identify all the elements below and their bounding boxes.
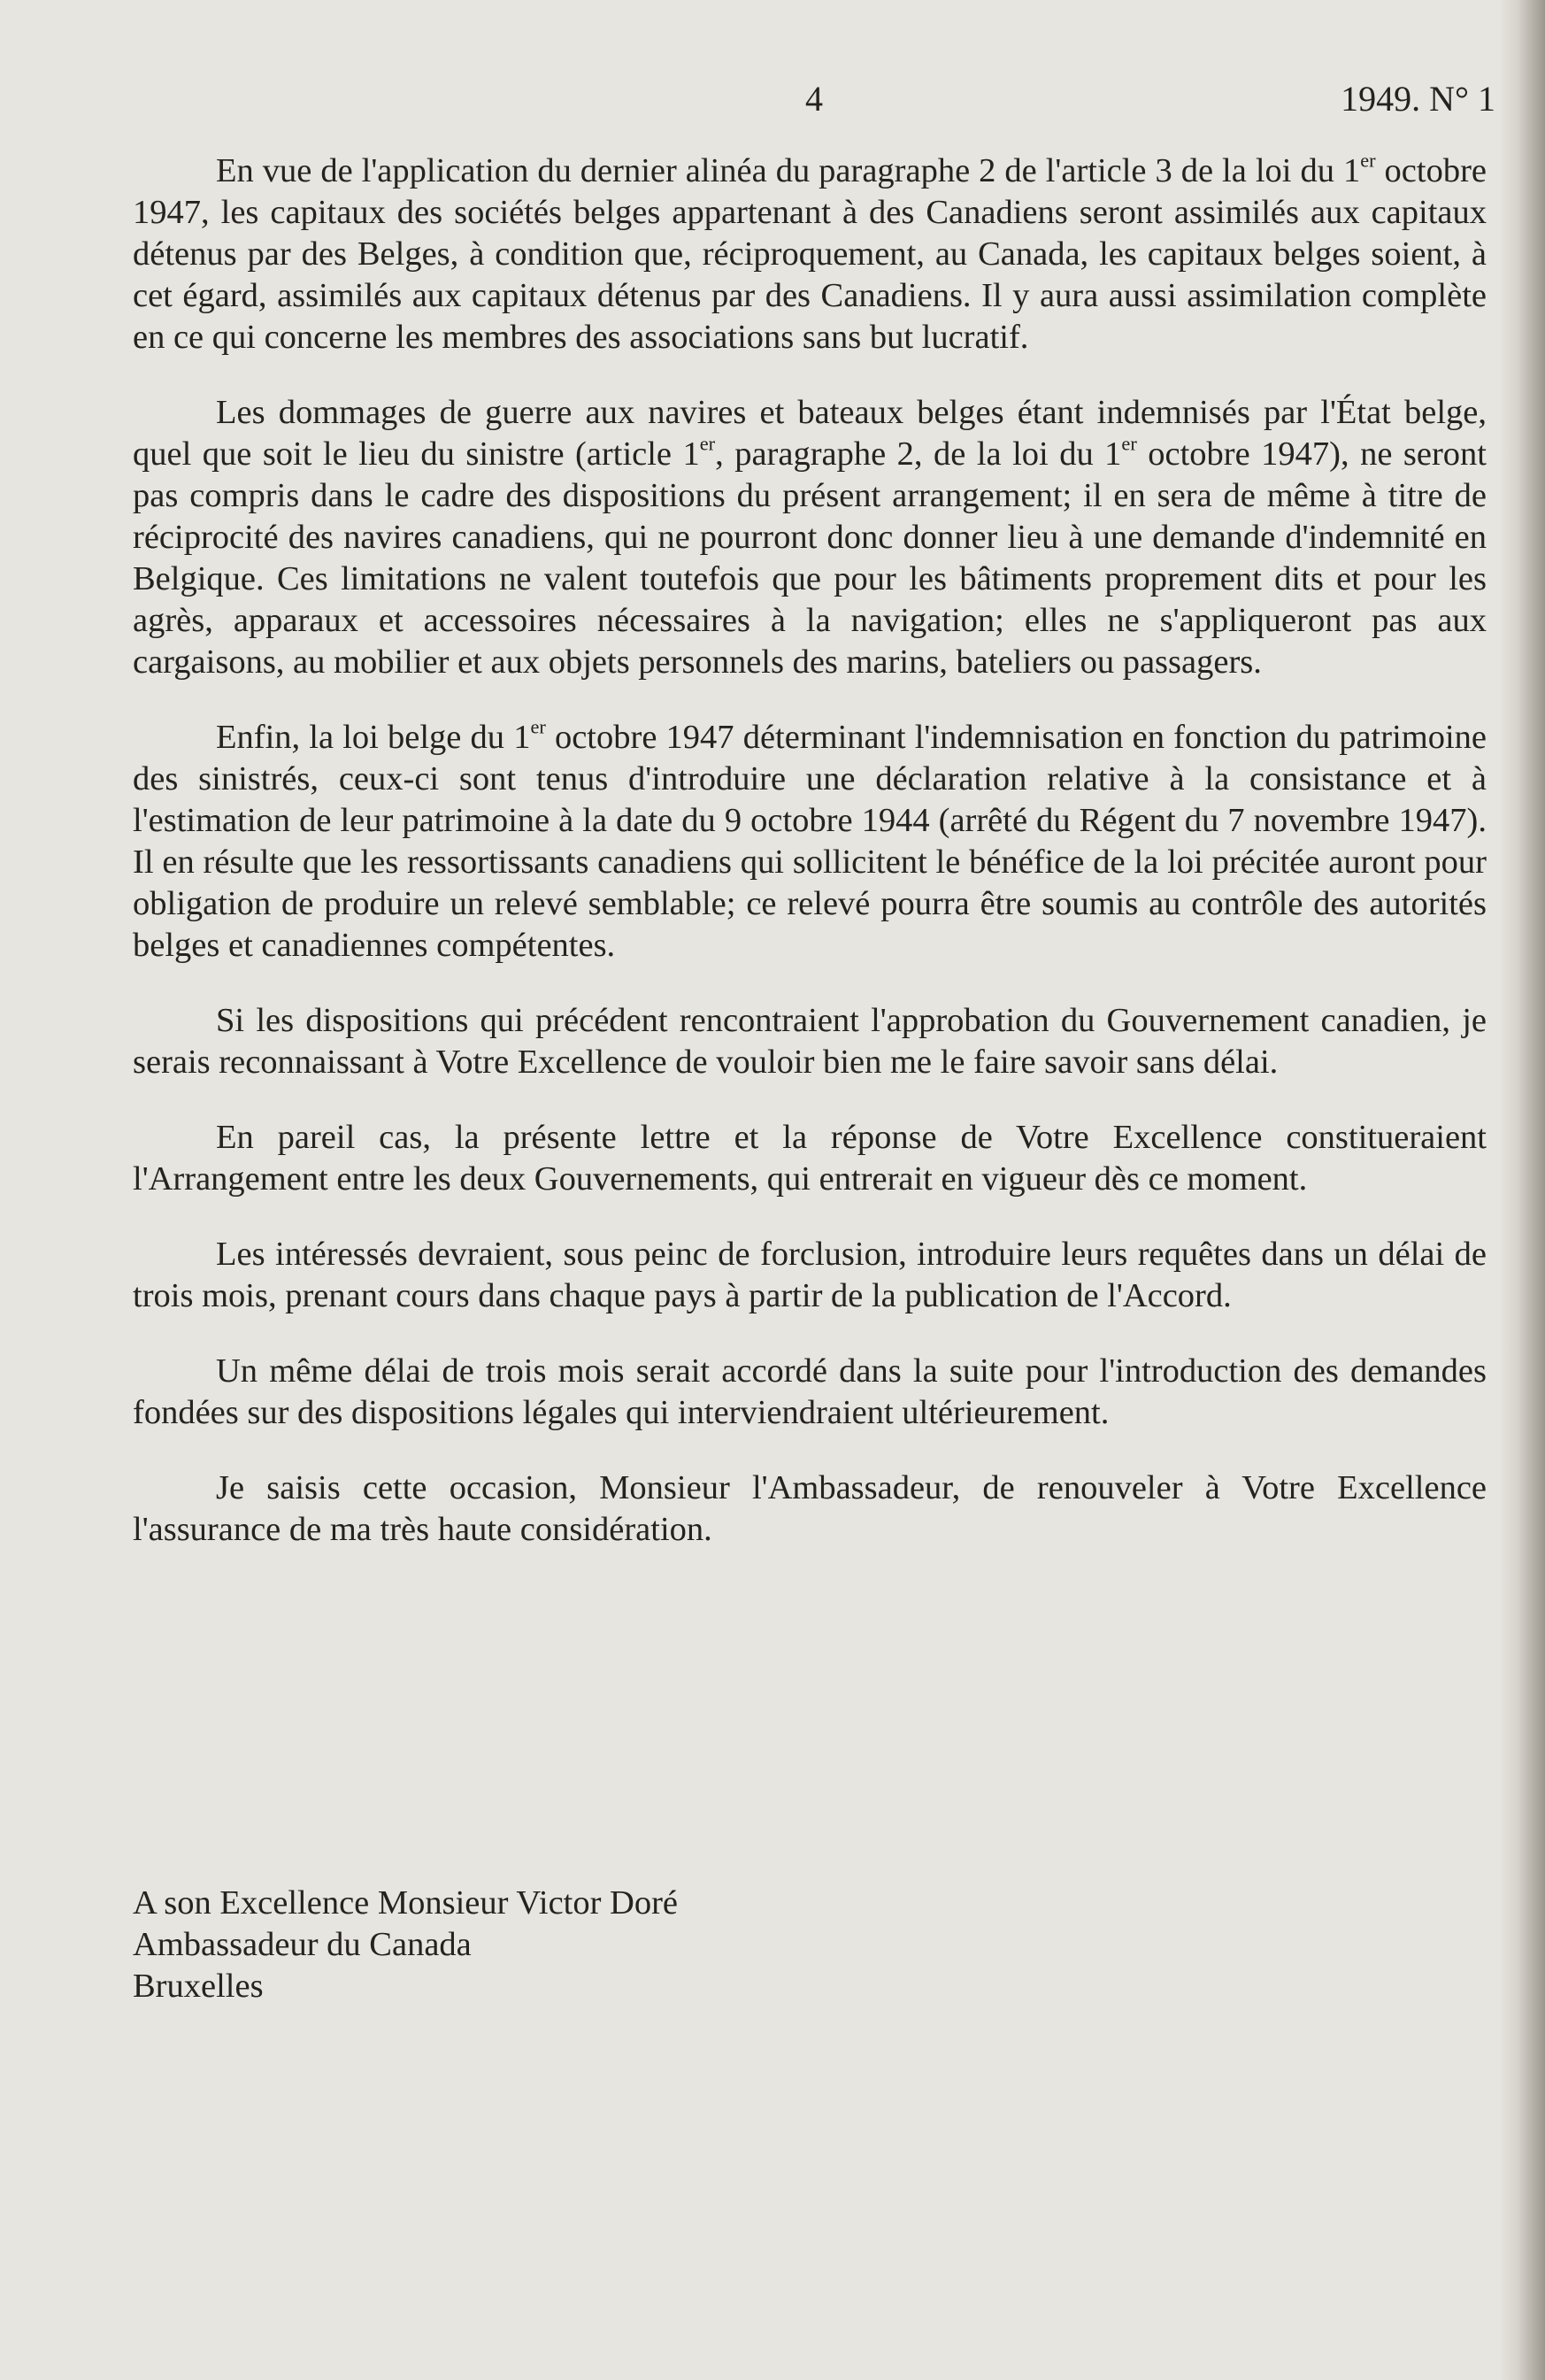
page-number: 4 (805, 79, 823, 119)
page-header (133, 78, 1495, 131)
paragraph-closing: Je saisis cette occasion, Monsieur l'Ambassadeur, de renouveler à Votre Excellence l'assurance de ma très haute considération. (133, 1469, 1487, 1548)
page-edge-shadow (1499, 0, 1545, 2380)
paragraph-further-deadline: Un même délai de trois mois serait accordé dans la suite pour l'introduction des demandes fondées sur des dispositions légales qui interviendraient ultérieurement. (133, 1352, 1487, 1431)
paragraph-deadline: Les intéressés devraient, sous peinc de forclusion, introduire leurs requêtes dans un délai de trois mois, prenant cours dans chaque pays à partir de la publication de l'Accord. (133, 1236, 1487, 1314)
letter-body (133, 150, 1487, 1584)
paragraph-patrimony-declaration: Enfin, la loi belge du 1er octobre 1947 déterminant l'indemnisation en fonction du patrimoine des sinistrés, ceux-ci sont tenus d'introduire une déclaration relative à la consistance et à l'estimation de leur patrimoine à la date du 9 octobre 1944 (arrêté du Régent du 7 novembre 1947). Il en résulte que les ressortissants canadiens qui sollicitent le bénéfice de la loi précitée auront pour obligation de produire un relevé semblable; ce relevé pourra être soumis au contrôle des autorités belges et canadiennes compétentes. (133, 715, 1487, 964)
document-reference: 1949. N° 1 (1341, 79, 1495, 119)
address-line-recipient: A son Excellence Monsieur Victor Doré (133, 1884, 679, 1922)
address-line-title: Ambassadeur du Canada (133, 1926, 472, 1963)
paragraph-capital-assimilation: En vue de l'application du dernier alinéa du paragraphe 2 de l'article 3 de la loi du 1er octobre 1947, les capitaux des sociétés belges appartenant à des Canadiens seront assimilés aux capitaux détenus par des Belges, à condition que, réciproquement, au Canada, les capitaux belges soient, à cet égard, assimilés aux capitaux détenus par des Canadiens. Il y aura aussi assimilation complète en ce qui concerne les membres des associations sans but lucratif. (133, 149, 1487, 356)
paragraph-arrangement: En pareil cas, la présente lettre et la réponse de Votre Excellence constitueraient l'Arrangement entre les deux Gouvernements, qui entrerait en vigueur dès ce moment. (133, 1119, 1487, 1198)
address-line-city: Bruxelles (133, 1968, 264, 2005)
recipient-address (133, 1883, 678, 2007)
paragraph-approval-request: Si les dispositions qui précédent rencontraient l'approbation du Gouvernement canadien, je serais reconnaissant à Votre Excellence de vouloir bien me le faire savoir sans délai. (133, 1002, 1487, 1081)
paragraph-war-damages-ships: Les dommages de guerre aux navires et bateaux belges étant indemnisés par l'État belge, quel que soit le lieu du sinistre (article 1er, paragraphe 2, de la loi du 1er octobre 1947), ne seront pas compris dans le cadre des dispositions du présent arrangement; il en sera de même à titre de réciprocité des navires canadiens, qui ne pourront donc donner lieu à une demande d'indemnité en Belgique. Ces limitations ne valent toutefois que pour les bâtiments proprement dits et pour les agrès, apparaux et accessoires nécessaires à la navigation; elles ne s'appliqueront pas aux cargaisons, au mobilier et aux objets personnels des marins, bateliers ou passagers. (133, 394, 1487, 681)
